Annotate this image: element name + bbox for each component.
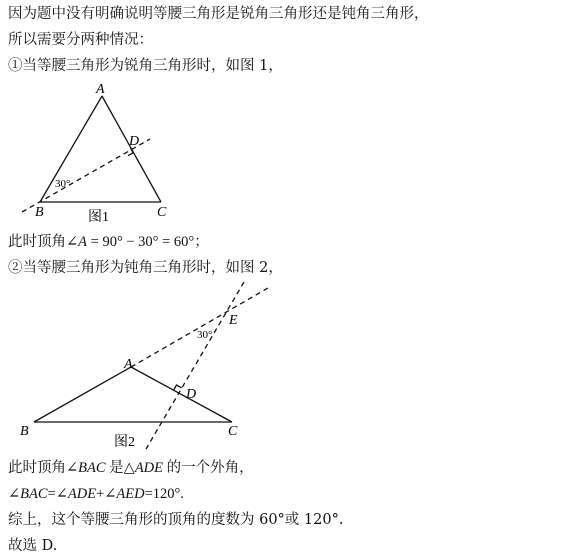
intro-line-2: 所以需要分两种情况： [8, 32, 153, 48]
fig2-side-ab [34, 367, 131, 422]
eq-v1: BAC [20, 486, 48, 502]
eq-a1: ∠ [8, 486, 21, 502]
result-2-suffix: 的一个外角， [163, 460, 254, 476]
fig2-label-e: E [229, 313, 238, 328]
eq-a2: =∠ [47, 486, 68, 502]
fig1-label-a: A [96, 82, 105, 97]
answer-line: 故选 D. [8, 538, 58, 554]
fig2-label-b: B [20, 424, 29, 439]
result-1-prefix: 此时顶角∠ [8, 234, 79, 250]
case-2-heading: ②当等腰三角形为钝角三角形时，如图 2， [8, 260, 283, 276]
eq-v2: ADE [67, 486, 97, 502]
fig1-label-b: B [35, 205, 44, 220]
fig1-caption: 图1 [88, 210, 109, 225]
summary-line: 综上，这个等腰三角形的顶角的度数为 60°或 120°. [8, 512, 344, 528]
result-2-prefix: 此时顶角∠ [8, 460, 79, 476]
fig2-right-angle-mark [174, 385, 182, 390]
fig2-label-a: A [124, 357, 133, 372]
fig1-angle-label: 30° [55, 178, 71, 190]
result-1-expr: = 90° − 30° = 60°； [87, 234, 209, 250]
fig2-label-d: D [186, 387, 197, 402]
result-2-var2: ADE [134, 460, 164, 476]
result-1-var: A [78, 234, 88, 250]
eq-v3: AED [116, 486, 145, 502]
fig1-label-c: C [157, 205, 167, 220]
intro-line-1: 因为题中没有明确说明等腰三角形是锐角三角形还是钝角三角形， [8, 6, 429, 22]
fig2-label-c: C [228, 424, 238, 439]
fig2-caption: 图2 [114, 435, 135, 450]
case-1-heading: ①当等腰三角形为锐角三角形时，如图 1， [8, 58, 283, 74]
result-2-mid: 是△ [105, 460, 135, 476]
eq-a3: +∠ [96, 486, 117, 502]
fig2-side-ac [131, 367, 232, 422]
fig2-dashed-ae [131, 288, 268, 367]
result-2-var1: BAC [78, 460, 106, 476]
fig1-label-d: D [129, 134, 140, 149]
eq-a4: =120°. [144, 486, 184, 502]
fig2-angle-label: 30° [197, 329, 213, 341]
